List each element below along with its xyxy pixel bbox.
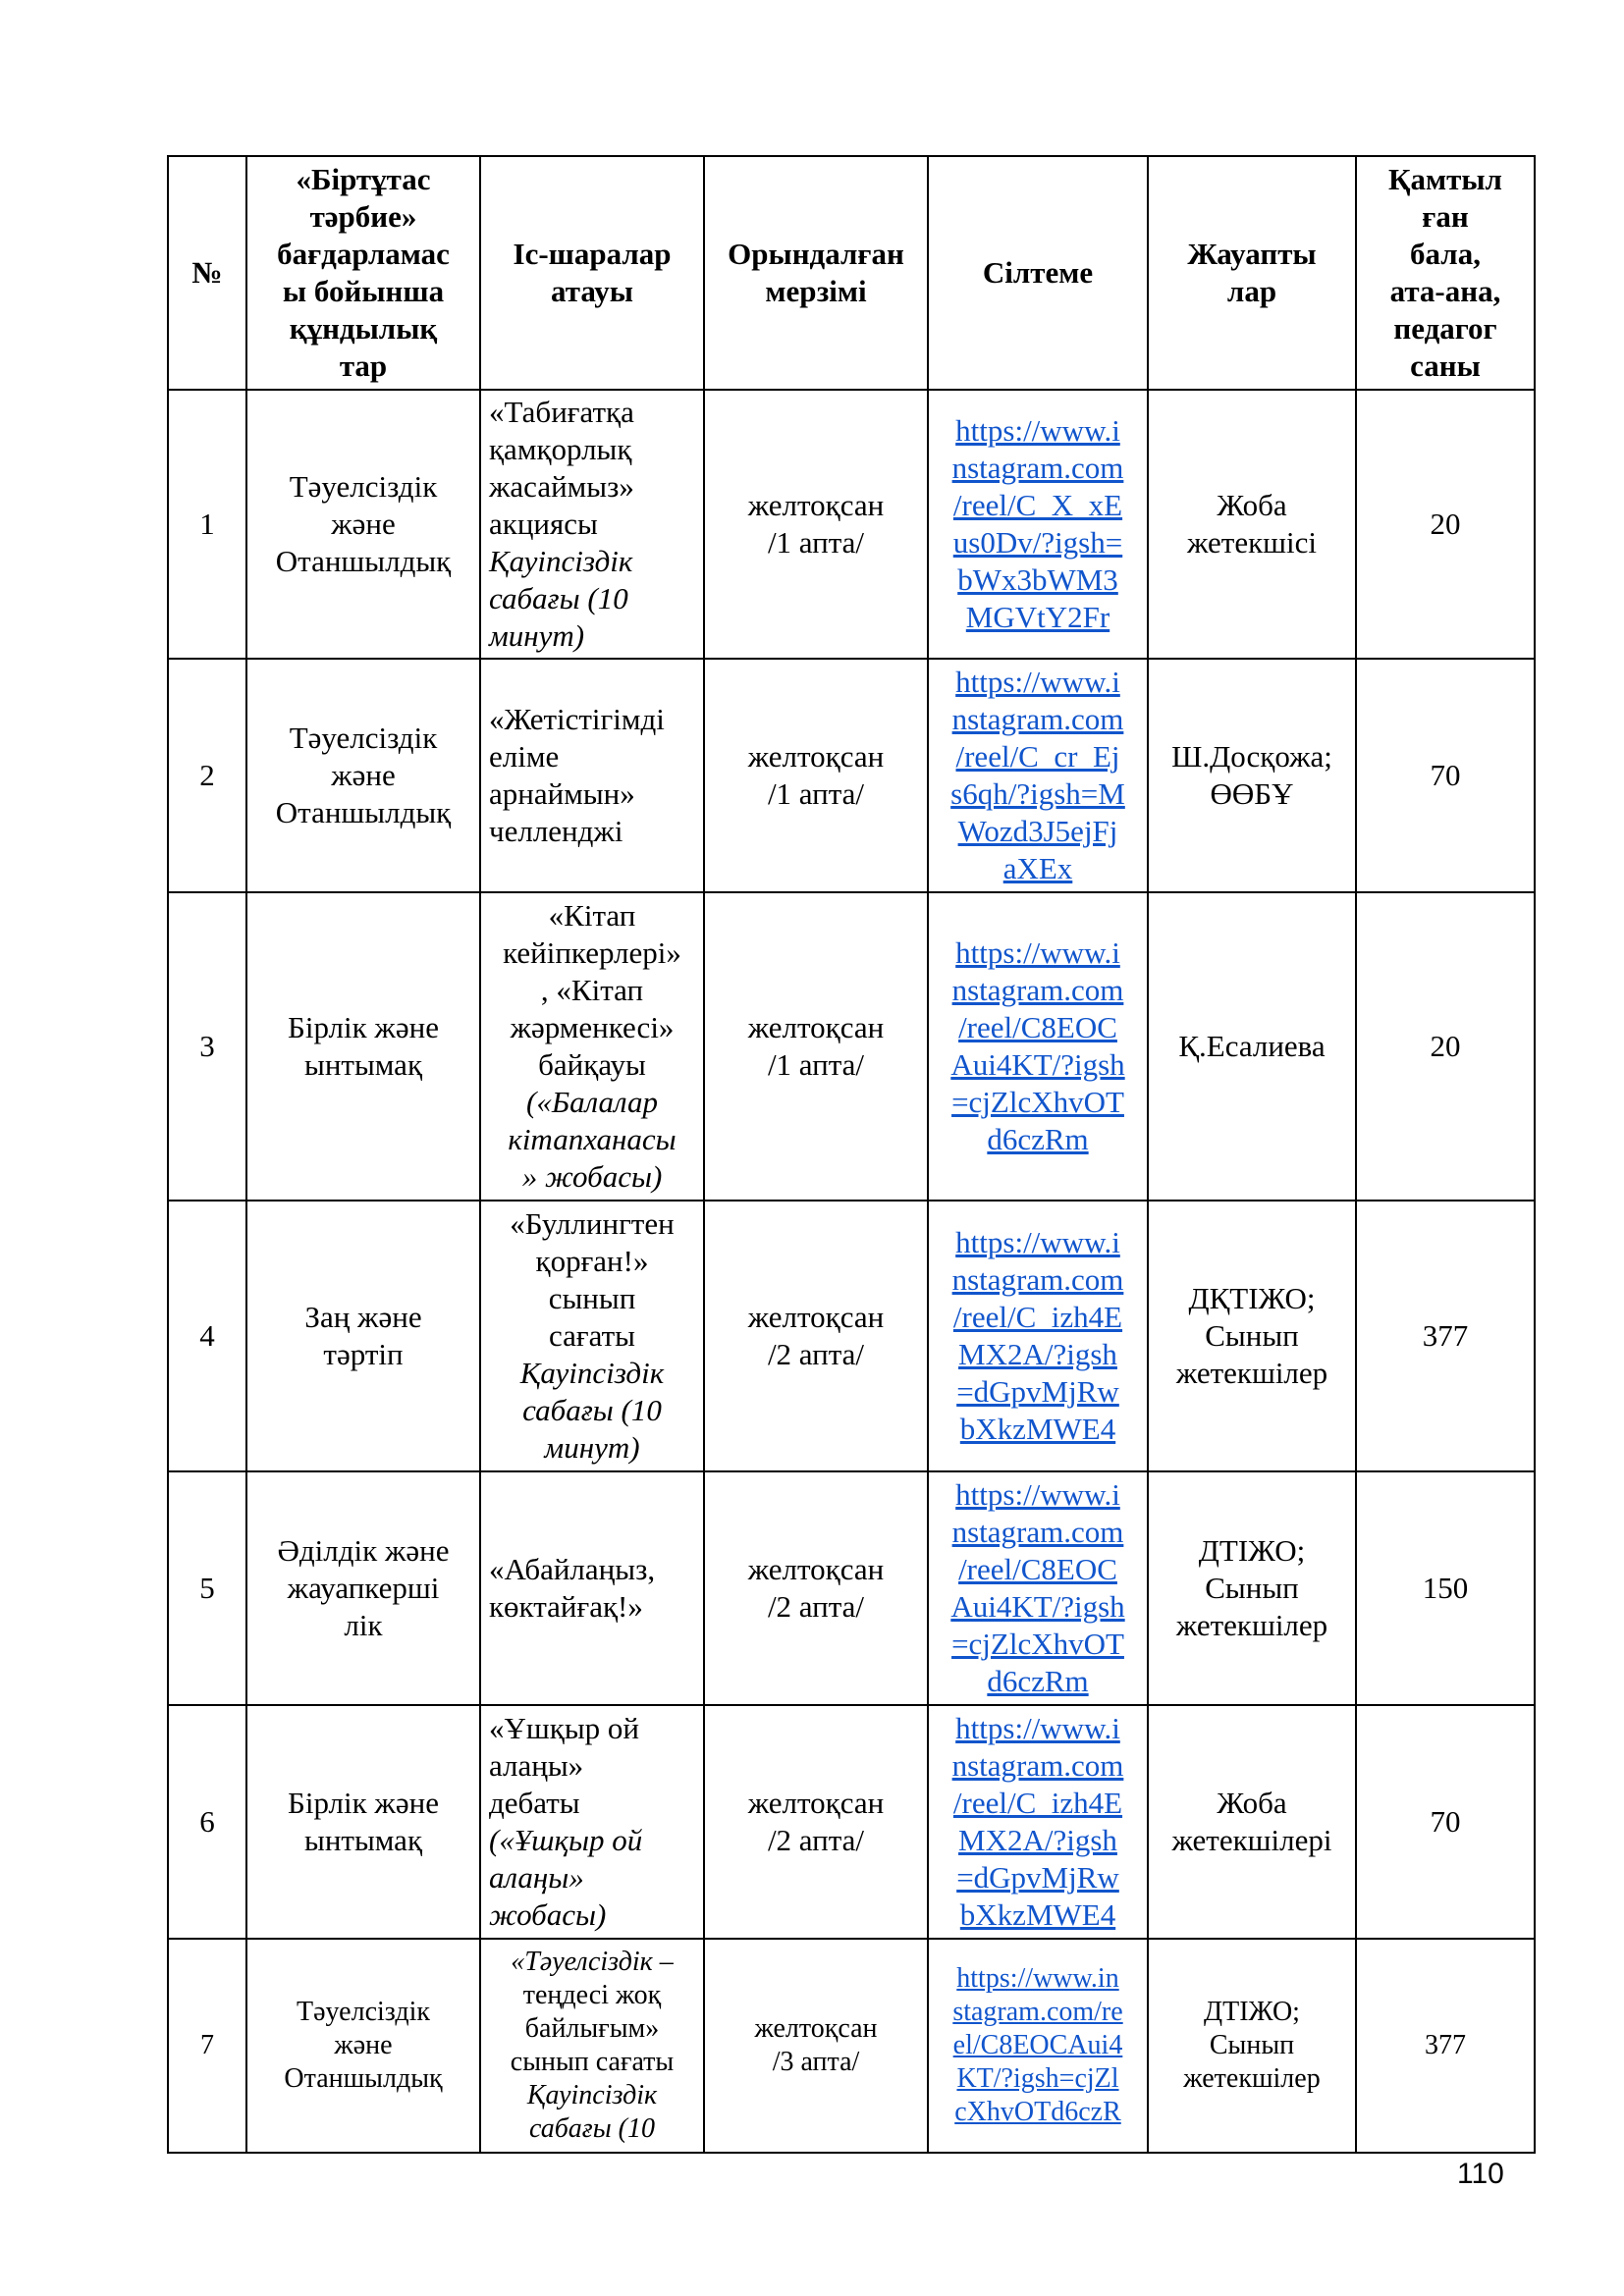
activity-line: акциясы (489, 507, 598, 541)
activity-cell (480, 659, 704, 892)
value-line: Тәуелсіздік (297, 1997, 430, 2027)
activity-cell (480, 390, 704, 659)
count-cell: 20 (1356, 390, 1535, 659)
date-cell (704, 659, 928, 892)
activity-line: «Табиғатқа (489, 395, 634, 429)
responsible-cell (1148, 390, 1356, 659)
link-cell (928, 390, 1148, 659)
header-count (1356, 156, 1535, 390)
activity-line: көктайғақ!» (489, 1589, 643, 1624)
link-cell (928, 1201, 1148, 1471)
activity-line: Қауіпсіздік (526, 2080, 658, 2110)
activity-line: сабағы (10 (522, 1393, 662, 1427)
link-cell (928, 1705, 1148, 1939)
count-cell: 377 (1356, 1201, 1535, 1471)
responsible-cell (1148, 1705, 1356, 1939)
row-number: 2 (168, 659, 246, 892)
instagram-link[interactable]: cXhvOTd6czR (954, 2097, 1121, 2127)
activity-cell (480, 1201, 704, 1471)
responsible-line: ДТІЖО; (1198, 1533, 1306, 1568)
date-line: желтоқсан (747, 1300, 885, 1334)
header-responsible (1148, 156, 1356, 390)
date-line: /1 апта/ (767, 776, 865, 811)
header-line: тар (339, 348, 388, 383)
instagram-link[interactable]: =cjZlcXhvOT (951, 1085, 1124, 1119)
instagram-link[interactable]: https://www.i (955, 935, 1120, 970)
instagram-link[interactable]: d6czRm (987, 1122, 1089, 1156)
date-line: /1 апта/ (767, 525, 865, 560)
activity-line: сағаты (549, 1318, 635, 1353)
responsible-line: ДТІЖО; (1204, 1997, 1300, 2027)
activity-line: байқауы (538, 1047, 646, 1082)
activity-line: » жобасы) (521, 1159, 663, 1194)
date-line: /2 апта/ (767, 1337, 865, 1371)
date-line: /2 апта/ (767, 1589, 865, 1624)
instagram-link[interactable]: /reel/C8EOC (958, 1010, 1117, 1044)
date-cell (704, 1939, 928, 2153)
header-line: Орындалған (728, 237, 904, 271)
responsible-line: Сынып (1209, 2030, 1295, 2060)
instagram-link[interactable]: /reel/C_izh4E (952, 1786, 1123, 1820)
responsible-line: жетекшілер (1183, 2063, 1321, 2094)
instagram-link[interactable]: MX2A/?igsh (958, 1823, 1117, 1857)
instagram-link[interactable]: nstagram.com (951, 1748, 1124, 1783)
instagram-link[interactable]: https://www.in (956, 1963, 1119, 1994)
header-date (704, 156, 928, 390)
header-line: бала, (1410, 237, 1481, 271)
responsible-line: Ш.Досқожа; (1171, 739, 1332, 774)
count-cell: 70 (1356, 1705, 1535, 1939)
header-line: «Біртұтас (296, 162, 431, 196)
value-line: Тәуелсіздік (289, 721, 438, 755)
table-row (168, 1471, 1535, 1705)
table-row (168, 892, 1535, 1201)
instagram-link[interactable]: el/C8EOCAui4 (952, 2030, 1123, 2060)
value-line: және (331, 507, 396, 541)
activity-line: «Ұшқыр ой (489, 1711, 639, 1745)
activity-line: теңдесі жоқ (522, 1980, 662, 2010)
value-line: және (334, 2030, 393, 2060)
responsible-cell (1148, 892, 1356, 1201)
value-cell (246, 1705, 480, 1939)
activity-line: сынып (548, 1281, 636, 1315)
activity-line: арнаймын» (489, 776, 635, 811)
link-cell (928, 1471, 1148, 1705)
date-line: желтоқсан (747, 488, 885, 522)
instagram-link[interactable]: Wozd3J5ejFj (957, 814, 1118, 848)
count-cell: 70 (1356, 659, 1535, 892)
table-row (168, 1705, 1535, 1939)
activity-line: сынып сағаты (510, 2047, 675, 2077)
value-line: Әділдік және (277, 1533, 450, 1568)
value-line: Отаншылдық (275, 544, 452, 578)
instagram-link[interactable]: =dGpvMjRw (956, 1374, 1119, 1409)
activity-line: дебаты (489, 1786, 580, 1820)
responsible-line: Сынып (1205, 1571, 1299, 1605)
value-line: жауапкерші (287, 1571, 440, 1605)
activity-line: «Абайлаңыз, (489, 1552, 656, 1586)
responsible-cell (1148, 1939, 1356, 2153)
activity-line: Қауіпсіздік (489, 544, 633, 578)
value-line: Отаншылдық (284, 2063, 443, 2094)
activity-line: алаңы» (489, 1748, 584, 1783)
date-line: /3 апта/ (772, 2047, 860, 2077)
activity-line: «Буллингтен (510, 1206, 675, 1241)
header-line: бағдарламас (277, 237, 450, 271)
responsible-line: ДҚТІЖО; (1188, 1281, 1316, 1315)
header-line: Қамтыл (1388, 162, 1502, 196)
responsible-cell (1148, 1201, 1356, 1471)
instagram-link[interactable]: nstagram.com (951, 1262, 1124, 1297)
date-cell (704, 1705, 928, 1939)
instagram-link[interactable]: stagram.com/re (952, 1997, 1123, 2027)
activity-line: минут) (489, 618, 585, 653)
activity-line: алаңы» (489, 1860, 584, 1895)
header-line: лар (1226, 274, 1277, 308)
activity-line: қорған!» (535, 1244, 649, 1278)
date-line: желтоқсан (754, 2013, 878, 2044)
instagram-link[interactable]: s6qh/?igsh=M (950, 776, 1125, 811)
instagram-link[interactable]: nstagram.com (951, 973, 1124, 1007)
activity-line: «Кітап (548, 898, 636, 933)
instagram-link[interactable]: /reel/C_izh4E (952, 1300, 1123, 1334)
instagram-link[interactable]: https://www.i (955, 413, 1120, 448)
responsible-line: Жоба (1217, 1786, 1287, 1820)
value-line: Заң және (304, 1300, 422, 1334)
header-line: тәрбие» (309, 199, 417, 234)
responsible-line: Қ.Есалиева (1178, 1029, 1326, 1063)
row-number: 1 (168, 390, 246, 659)
date-line: /2 апта/ (767, 1823, 865, 1857)
responsible-line: жетекшілер (1175, 1356, 1328, 1390)
instagram-link[interactable]: https://www.i (955, 1711, 1120, 1745)
link-cell (928, 1939, 1148, 2153)
instagram-link[interactable]: nstagram.com (951, 1515, 1124, 1549)
activity-line: жобасы) (489, 1897, 607, 1932)
date-line: /1 апта/ (767, 1047, 865, 1082)
activity-line: байлығым» (524, 2013, 660, 2044)
value-line: лік (344, 1608, 383, 1642)
value-cell (246, 892, 480, 1201)
instagram-link[interactable]: https://www.i (955, 1477, 1120, 1512)
table-row (168, 659, 1535, 892)
activity-line: кейіпкерлері» (503, 935, 681, 970)
responsible-line: ӨӨБҰ (1210, 776, 1294, 811)
table-row (168, 390, 1535, 659)
activity-line: қамқорлық (489, 432, 632, 466)
activity-line: минут) (544, 1430, 640, 1465)
date-cell (704, 1201, 928, 1471)
header-line: Іс-шаралар (513, 237, 672, 271)
instagram-link[interactable]: /reel/C_cr_Ej (955, 739, 1120, 774)
value-cell (246, 659, 480, 892)
date-line: желтоқсан (747, 739, 885, 774)
header-line: ата-ана, (1389, 274, 1501, 308)
activity-line: сабағы (10 (529, 2113, 655, 2144)
count-cell: 20 (1356, 892, 1535, 1201)
header-line: Сілтеме (982, 255, 1094, 290)
date-line: желтоқсан (747, 1786, 885, 1820)
activity-line: , «Кітап (540, 973, 644, 1007)
responsible-line: жетекшілері (1171, 1823, 1332, 1857)
header-line: мерзімі (765, 274, 867, 308)
activity-cell (480, 1705, 704, 1939)
instagram-link[interactable]: Aui4KT/?igsh (950, 1589, 1125, 1624)
count-cell: 150 (1356, 1471, 1535, 1705)
instagram-link[interactable]: us0Dv/?igsh= (952, 525, 1123, 560)
date-line: желтоқсан (747, 1552, 885, 1586)
activity-line: еліме (489, 739, 560, 774)
activity-line: «Жетістігімді (489, 702, 665, 736)
instagram-link[interactable]: bWx3bWM3 (957, 562, 1118, 597)
header-line: № (191, 255, 223, 290)
instagram-link[interactable]: nstagram.com (951, 702, 1124, 736)
header-link (928, 156, 1148, 390)
table-body (168, 390, 1535, 2153)
header-line: саны (1410, 348, 1481, 383)
activity-line: жәрменкесі» (510, 1010, 675, 1044)
row-number: 4 (168, 1201, 246, 1471)
activity-line: «Тәуелсіздік – (511, 1947, 674, 1977)
activity-line: Қауіпсіздік (519, 1356, 665, 1390)
activity-line: кітапханасы (508, 1122, 677, 1156)
header-line: құндылық (289, 311, 438, 346)
value-line: Тәуелсіздік (289, 469, 438, 504)
table-header-row (168, 156, 1535, 390)
count-cell: 377 (1356, 1939, 1535, 2153)
header-activity (480, 156, 704, 390)
date-cell (704, 390, 928, 659)
date-line: желтоқсан (747, 1010, 885, 1044)
responsible-cell (1148, 659, 1356, 892)
activity-line: жасаймыз» (489, 469, 634, 504)
instagram-link[interactable]: KT/?igsh=cjZl (956, 2063, 1119, 2094)
responsible-line: Сынып (1205, 1318, 1299, 1353)
instagram-link[interactable]: bXkzMWE4 (959, 1412, 1116, 1446)
header-line: ы бойынша (282, 274, 445, 308)
header-line: ған (1422, 199, 1469, 234)
value-line: және (331, 758, 396, 792)
page-number: 110 (1457, 2158, 1504, 2190)
instagram-link[interactable]: /reel/C8EOC (958, 1552, 1117, 1586)
table-row (168, 1201, 1535, 1471)
responsible-line: жетекшілер (1175, 1608, 1328, 1642)
activity-cell (480, 892, 704, 1201)
header-line: Жауапты (1187, 237, 1317, 271)
value-cell (246, 1201, 480, 1471)
instagram-link[interactable]: /reel/C_X_xE (952, 488, 1123, 522)
link-cell (928, 892, 1148, 1201)
events-table (167, 155, 1536, 2154)
instagram-link[interactable]: Aui4KT/?igsh (950, 1047, 1125, 1082)
value-cell (246, 1939, 480, 2153)
instagram-link[interactable]: bXkzMWE4 (959, 1897, 1116, 1932)
responsible-cell (1148, 1471, 1356, 1705)
responsible-line: жетекшісі (1187, 525, 1317, 560)
instagram-link[interactable]: =dGpvMjRw (956, 1860, 1119, 1895)
instagram-link[interactable]: =cjZlcXhvOT (951, 1627, 1124, 1661)
value-cell (246, 1471, 480, 1705)
instagram-link[interactable]: nstagram.com (951, 451, 1124, 485)
activity-cell (480, 1471, 704, 1705)
instagram-link[interactable]: MGVtY2Fr (965, 600, 1110, 634)
activity-line: («Балалар (526, 1085, 658, 1119)
table-row (168, 1939, 1535, 2153)
instagram-link[interactable]: https://www.i (955, 1225, 1120, 1259)
instagram-link[interactable]: d6czRm (987, 1664, 1089, 1698)
date-cell (704, 892, 928, 1201)
row-number: 6 (168, 1705, 246, 1939)
row-number: 3 (168, 892, 246, 1201)
value-line: ынтымақ (303, 1823, 423, 1857)
header-line: атауы (551, 274, 633, 308)
activity-line: сабағы (10 (489, 581, 628, 615)
header-value (246, 156, 480, 390)
value-line: тәртіп (323, 1337, 404, 1371)
row-number: 7 (168, 1939, 246, 2153)
activity-line: («Ұшқыр ой (489, 1823, 643, 1857)
value-cell (246, 390, 480, 659)
header-number (168, 156, 246, 390)
header-line: педагог (1393, 311, 1497, 346)
responsible-line: Жоба (1217, 488, 1287, 522)
instagram-link[interactable]: MX2A/?igsh (958, 1337, 1117, 1371)
row-number: 5 (168, 1471, 246, 1705)
activity-line: челленджі (489, 814, 623, 848)
value-line: ынтымақ (303, 1047, 423, 1082)
value-line: Отаншылдық (275, 795, 452, 829)
value-line: Бірлік және (288, 1786, 439, 1820)
link-cell (928, 659, 1148, 892)
value-line: Бірлік және (288, 1010, 439, 1044)
activity-cell (480, 1939, 704, 2153)
date-cell (704, 1471, 928, 1705)
instagram-link[interactable]: https://www.i (955, 665, 1120, 699)
instagram-link[interactable]: aXEx (1002, 851, 1073, 885)
